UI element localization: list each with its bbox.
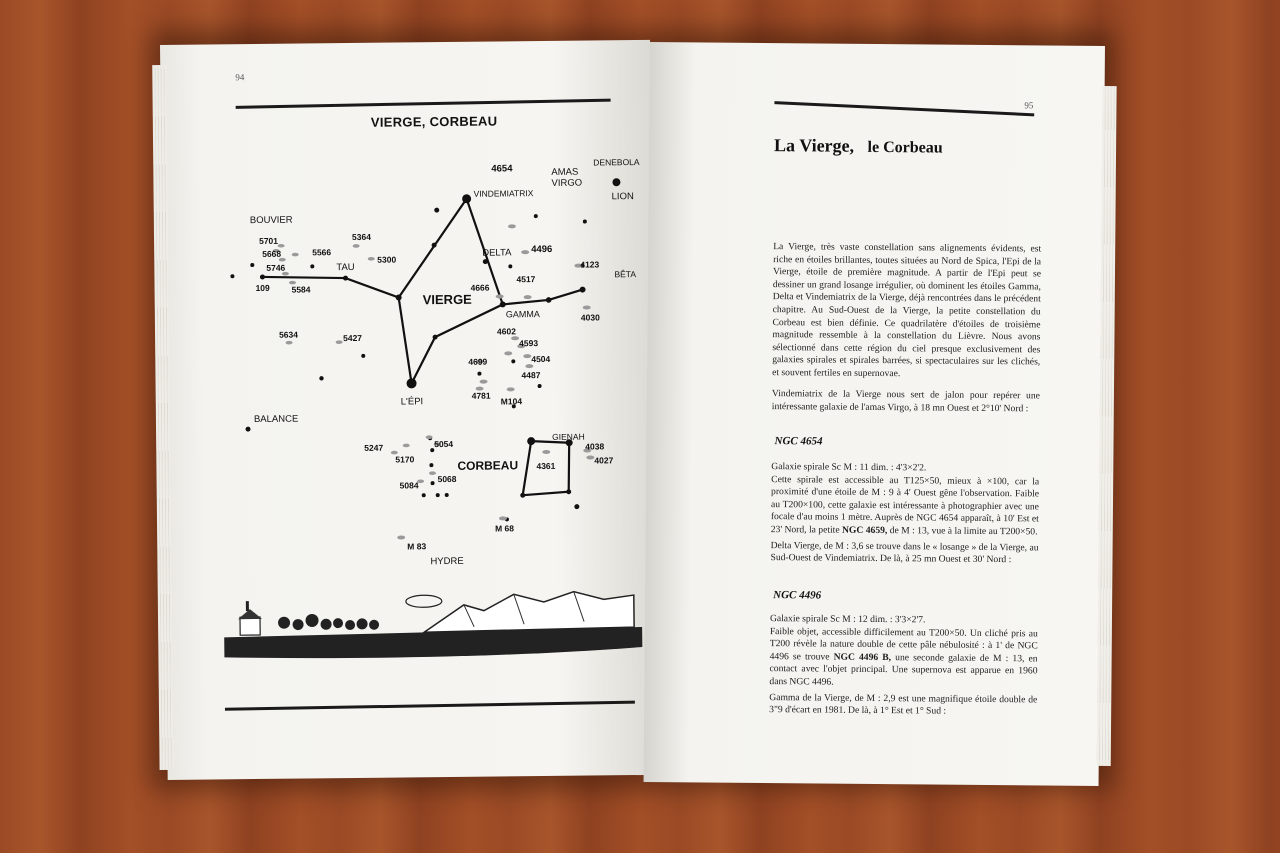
- page-number-left: 94: [235, 72, 245, 83]
- intro-paragraph: La Vierge, très vaste constellation sans alignements évidents, est riche en étoiles brillantes, toutes situées au Nord de Spica, l'Epi de la Vierge, étoile de première magnitude. A partir de l'Epi peut se dessiner un grand losange irrégulier, où dominent les étoiles Gamma, Delta et Vindemiatrix de la Vierge, déjà rencontrées dans le précédent chapitre. Au Sud-Ouest de la Vierge, la petite constellation du Corbeau est bien définie. Ce quadrilatère d'étoiles de troisième magnitude ressemble à la constellation du Lièvre. Nous avons sélectionné dans cette région du ciel presque exclusivement des galaxies spirales et spirales barrées, si spectaculaires sur les clichés, et souvent fertiles en supernovae.: [772, 241, 1042, 380]
- left-page: [160, 40, 658, 780]
- intro-paragraph-2: Vindemiatrix de la Vierge nous sert de jalon pour repérer une intéressante galaxie de l'amas Virgo, à 18 mn Ouest et 2°10' Nord :: [771, 388, 1040, 414]
- label-4593: 4593: [519, 338, 539, 349]
- ngc-4496b-ref: NGC 4496 B,: [833, 651, 892, 663]
- label-4699: 4699: [468, 356, 488, 367]
- label-beta: BÊTA: [614, 269, 637, 280]
- label-hydre: HYDRE: [430, 555, 464, 568]
- chart-title: VIERGE, CORBEAU: [370, 113, 498, 130]
- label-5427: 5427: [343, 332, 363, 344]
- label-5364: 5364: [351, 231, 371, 242]
- heading-ngc-4654: NGC 4654: [774, 435, 823, 448]
- star-chart: [201, 135, 640, 599]
- label-delta: DELTA: [482, 247, 512, 259]
- ngc-4659-ref: NGC 4659,: [841, 524, 888, 537]
- label-4781: 4781: [471, 390, 491, 401]
- label-5668: 5668: [262, 248, 282, 259]
- label-5746: 5746: [266, 262, 286, 273]
- label-gienah: GIENAH: [552, 431, 585, 442]
- label-4123: 4123: [580, 259, 600, 270]
- label-5300: 5300: [377, 254, 397, 265]
- label-4361: 4361: [536, 460, 556, 472]
- label-5701: 5701: [259, 235, 279, 246]
- label-m68: M 68: [495, 523, 515, 534]
- gamma-paragraph: Gamma de la Vierge, de M : 2,9 est une magnifique étoile double de 3"9 d'écart en 1981. De là, à 1° Est et 1° Sud :: [769, 691, 1038, 717]
- label-5084: 5084: [399, 480, 419, 491]
- ngc-4654-meta: Galaxie spirale Sc M : 11 dim. : 4'3×2'2.: [771, 461, 927, 474]
- label-5170: 5170: [395, 454, 415, 465]
- label-bouvier: BOUVIER: [249, 214, 293, 227]
- ngc-4654-body: [770, 461, 1039, 567]
- label-4038: 4038: [585, 441, 605, 452]
- right-page: [644, 42, 1105, 786]
- ngc-4496-body: [769, 613, 1038, 719]
- label-5634: 5634: [278, 329, 299, 340]
- label-corbeau: CORBEAU: [457, 458, 519, 473]
- ngc-4496-text: Faible objet, accessible difficilement au T200×50. Un cliché pris au T200 révèle la nature double de cette pâle nébulosité : à 1' de NGC 4496 se trouve: [769, 625, 1038, 663]
- bottom-rule-left: [225, 701, 635, 711]
- label-5247: 5247: [364, 442, 384, 453]
- label-m83: M 83: [407, 541, 427, 552]
- label-5566: 5566: [312, 247, 332, 258]
- page-number-right: 95: [1024, 100, 1034, 111]
- label-denebola: DENEBOLA: [593, 156, 640, 168]
- label-balance: BALANCE: [253, 413, 299, 426]
- label-vindemiatrix: VINDEMIATRIX: [473, 188, 534, 199]
- label-109: 109: [255, 282, 270, 294]
- title-vierge: La Vierge,: [774, 135, 855, 156]
- label-4517: 4517: [516, 274, 536, 285]
- label-amas: AMAS: [551, 166, 579, 178]
- ngc-4496-text-2: une seconde galaxie de M : 13, en contact avec l'objet principal. Une supernova est apparue en 1960 dans NGC 4496.: [769, 651, 1038, 688]
- top-rule-right: [774, 101, 1034, 116]
- heading-ngc-4496: NGC 4496: [773, 589, 822, 602]
- label-4504: 4504: [531, 353, 551, 365]
- label-5584: 5584: [291, 284, 311, 295]
- label-5068: 5068: [437, 473, 457, 485]
- label-4496: 4496: [531, 243, 553, 256]
- label-virgo: VIRGO: [551, 177, 583, 189]
- landscape-illustration: [224, 585, 643, 669]
- label-4654: 4654: [491, 163, 513, 175]
- label-4030: 4030: [580, 312, 600, 323]
- label-gamma: GAMMA: [505, 309, 540, 320]
- title-corbeau: le Corbeau: [867, 138, 943, 157]
- ngc-4496-meta: Galaxie spirale Sc M : 12 dim. : 3'3×2'7.: [769, 613, 926, 626]
- label-4487: 4487: [521, 370, 541, 381]
- page-title: [774, 135, 943, 157]
- label-lion: LION: [611, 191, 634, 203]
- label-4027: 4027: [594, 455, 614, 466]
- delta-paragraph: Delta Vierge, de M : 3,6 se trouve dans le « losange » de la Vierge, au Sud-Ouest de Vindemiatrix. De là, à 25 mn Ouest et 30' Nord :: [770, 539, 1039, 566]
- label-vierge: VIERGE: [422, 291, 472, 308]
- ngc-4654-text: Cette spirale est accessible au T125×50, mieux à ×100, car la proximité d'une étoile de M : 9 à 4' Ouest gêne l'observation. Faible au T200×100, cette galaxie est intéressante à photographier avec une focale d'au moins 1 mètre. Auprès de NGC 4654 apparaît, à 10' Est et 23' Nord, la petite: [770, 473, 1040, 536]
- label-tau: TAU: [336, 261, 355, 274]
- label-5054: 5054: [434, 438, 454, 450]
- top-rule-left: [236, 99, 611, 109]
- label-4602: 4602: [496, 326, 516, 337]
- chart-labels: [249, 157, 644, 569]
- label-lepi: L'ÉPI: [400, 396, 424, 408]
- label-m104: M104: [500, 396, 523, 407]
- label-4666: 4666: [470, 282, 490, 293]
- ngc-4654-text-2: de M : 13, vue à la limite au T200×50.: [889, 525, 1038, 538]
